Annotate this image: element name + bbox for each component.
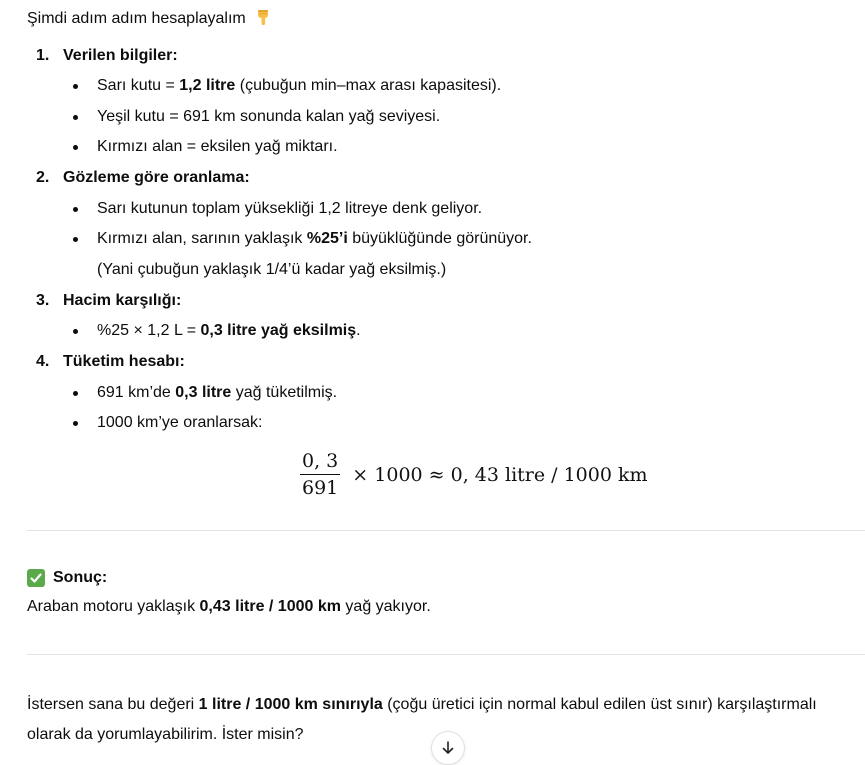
bullet-list: [27, 71, 865, 163]
bullet-list: [27, 378, 865, 439]
step-heading: [27, 347, 865, 378]
intro-text: Şimdi adım adım hesaplayalım: [27, 10, 246, 27]
formula-denominator: 691: [302, 477, 339, 499]
intro-line: [27, 8, 272, 30]
bullet-item: Kırmızı alan = eksilen yağ miktarı.: [27, 132, 865, 163]
bullet-item: Sarı kutunun toplam yüksekliği 1,2 litreye denk geliyor.: [27, 194, 865, 225]
step-number: 3.: [36, 291, 50, 309]
step-item: [27, 347, 865, 439]
formula-numerator: 0, 3: [300, 450, 340, 475]
arrow-down-icon: [440, 740, 456, 756]
bullet-list: [27, 316, 865, 347]
step-number: 1.: [36, 46, 50, 64]
step-item: [27, 163, 865, 286]
step-title: Hacim karşılığı:: [63, 291, 182, 309]
divider: [27, 530, 865, 531]
step-number: 4.: [36, 353, 50, 370]
formula-rest: × 1000 ≈ 0, 43 litre / 1000 km: [346, 463, 648, 486]
bullet-item: 691 km’de 0,3 litre yağ tüketilmiş.: [27, 378, 865, 409]
result-heading: [27, 567, 107, 589]
follow-up-offer: İstersen sana bu değeri 1 litre / 1000 km sınırıyla (çoğu üretici için normal kabul edilen üst sınır) karşılaştırmalı olarak da yorumlayabilirim. İster misin?: [27, 696, 817, 743]
pointing-down-hand-icon: [254, 8, 272, 26]
step-heading: [27, 163, 865, 194]
bullet-item: 1000 km’ye oranlarsak:: [27, 408, 865, 439]
result-title: Sonuç:: [53, 569, 108, 586]
step-title: Gözleme göre oranlama:: [63, 169, 250, 186]
step-heading: [27, 40, 865, 71]
scroll-to-bottom-button[interactable]: [431, 731, 465, 765]
bullet-list: [27, 194, 865, 286]
step-heading: [27, 285, 865, 316]
step-item: [27, 285, 865, 347]
divider: [27, 654, 865, 655]
step-title: Verilen bilgiler:: [63, 46, 178, 64]
formula-fraction: [300, 450, 340, 499]
consumption-formula: [300, 450, 648, 499]
step-title: Tüketim hesabı:: [63, 353, 185, 370]
bullet-item: Sarı kutu = 1,2 litre (çubuğun min–max arası kapasitesi).: [27, 71, 865, 102]
result-text: Araban motoru yaklaşık 0,43 litre / 1000 km yağ yakıyor.: [27, 598, 431, 615]
bullet-item: Yeşil kutu = 691 km sonunda kalan yağ seviyesi.: [27, 102, 865, 133]
bullet-continuation: (Yani çubuğun yaklaşık 1/4’ü kadar yağ eksilmiş.): [97, 260, 447, 278]
steps-list: [27, 40, 865, 439]
bullet-item: Kırmızı alan, sarının yaklaşık %25’i büyüklüğünde görünüyor. (Yani çubuğun yaklaşık 1/4’ü kadar yağ eksilmiş.): [27, 224, 865, 285]
check-mark-icon: [27, 569, 45, 587]
step-number: 2.: [36, 169, 50, 186]
bullet-item: %25 × 1,2 L = 0,3 litre yağ eksilmiş.: [27, 316, 865, 347]
step-item: [27, 40, 865, 163]
